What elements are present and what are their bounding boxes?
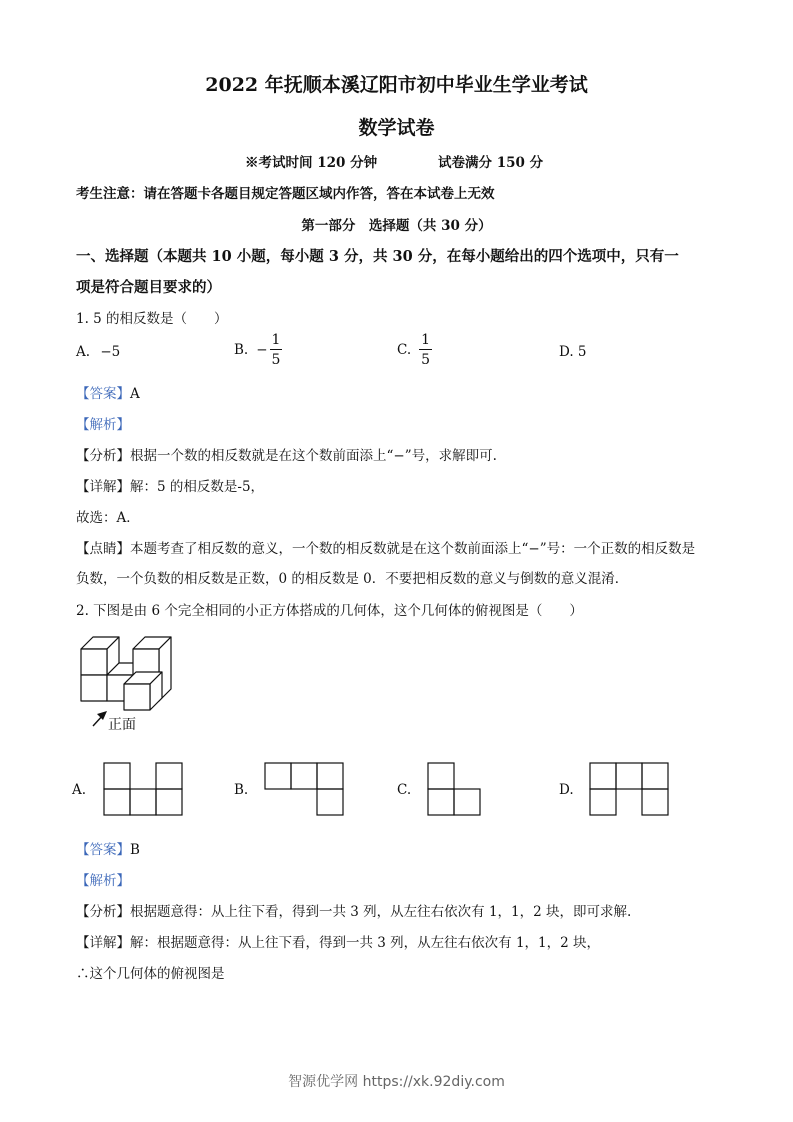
q1-fenxi-text: 根据一个数的相反数就是在这个数前面添上“−”号，求解即可. (130, 448, 497, 464)
q1-stem: 1. 5 的相反数是（ ） (76, 311, 228, 327)
exam-subtitle: 数学试卷 (358, 117, 435, 139)
q1-option-c-numerator: 1 (421, 332, 431, 348)
exam-time: ※考试时间 120 分钟 (245, 155, 378, 171)
q1-option-c-label: C. (397, 342, 412, 358)
q2-stem: 2. 下图是由 6 个完全相同的小正方体搭成的几何体，这个几何体的俯视图是（ ） (76, 603, 583, 619)
exam-notice: 考生注意：请在答题卡各题目规定答题区域内作答，答在本试卷上无效 (76, 186, 495, 202)
q1-answer-tag: 【答案】 (76, 386, 130, 402)
q2-answer-value: B (130, 842, 140, 858)
q2-xiangjie (76, 931, 600, 951)
full-score: 试卷满分 150 分 (438, 155, 544, 171)
part1-heading: 第一部分 选择题（共 30 分） (301, 218, 492, 234)
q2-option-d-label: D. (559, 782, 574, 798)
q1-option-b-numerator: 1 (271, 332, 281, 348)
q2-option-b-figure (264, 762, 344, 816)
q2-option-c-figure (427, 762, 483, 816)
q2-xiangjie-tag: 【详解】 (76, 935, 130, 951)
exam-title: 2022 年抚顺本溪辽阳市初中毕业生学业考试 (205, 74, 588, 96)
q1-fenxi (76, 444, 497, 464)
q1-dianjing-tag: 【点睛】 (76, 541, 130, 557)
q1-option-c (397, 333, 432, 367)
q1-option-a (76, 344, 120, 360)
q1-fenxi-tag: 【分析】 (76, 448, 130, 464)
q1-answer-value: A (130, 386, 140, 402)
q2-option-a-label: A. (72, 782, 87, 798)
q2-analysis-tag: 【解析】 (76, 873, 130, 889)
q1-dianjing-line2: 负数，一个负数的相反数是正数，0 的相反数是 0．不要把相反数的意义与倒数的意义混淆． (76, 571, 629, 587)
q2-front-label: 正面 (108, 717, 136, 733)
q1-option-c-denominator: 5 (421, 352, 431, 368)
q1-option-b-fraction (270, 333, 283, 367)
section-instructions-line2: 项是符合题目要求的） (76, 279, 221, 296)
q1-choose: 故选：A． (76, 510, 140, 526)
q2-answer (76, 838, 140, 858)
q2-answer-tag: 【答案】 (76, 842, 130, 858)
q1-option-b-sign: − (256, 342, 268, 358)
q2-option-d-figure (589, 762, 669, 816)
q1-option-b-denominator: 5 (271, 352, 281, 368)
q1-dianjing-line1: 本题考查了相反数的意义，一个数的相反数就是在这个数前面添上“−”号：一个正数的相反数是 (130, 541, 696, 557)
q2-xiangjie-text: 解：根据题意得：从上往下看，得到一共 3 列，从左往右依次有 1，1，2 块， (130, 935, 601, 951)
q2-option-c-label: C. (397, 782, 412, 798)
q1-option-b (234, 333, 282, 367)
q2-fenxi-text: 根据题意得：从上往下看，得到一共 3 列，从左往右依次有 1，1，2 块，即可求解. (130, 904, 632, 920)
q1-xiangjie-text: 解：5 的相反数是-5， (130, 479, 265, 495)
q2-fenxi-tag: 【分析】 (76, 904, 130, 920)
q1-option-a-label: A. (76, 344, 91, 360)
q1-dianjing (76, 537, 695, 557)
q2-fenxi (76, 900, 631, 920)
q1-analysis-tag: 【解析】 (76, 417, 130, 433)
footer-watermark: 智源优学网 https://xk.92diy.com (288, 1074, 505, 1090)
q2-option-a-figure (103, 762, 183, 816)
q1-xiangjie-tag: 【详解】 (76, 479, 130, 495)
front-arrow-icon (93, 711, 107, 726)
q1-answer (76, 382, 140, 402)
q1-option-d: D. 5 (559, 344, 587, 360)
q1-option-c-fraction (419, 333, 432, 367)
q2-therefore: ∴这个几何体的俯视图是 (76, 966, 225, 982)
q2-option-b-label: B. (234, 782, 249, 798)
section-instructions-line1: 一、选择题（本题共 10 小题，每小题 3 分，共 30 分，在每小题给出的四个选项中，只有一 (76, 248, 679, 265)
q1-option-b-label: B. (234, 342, 249, 358)
q2-solid-figure (76, 632, 196, 742)
q1-option-a-value: −5 (100, 344, 121, 360)
q1-xiangjie (76, 475, 264, 495)
